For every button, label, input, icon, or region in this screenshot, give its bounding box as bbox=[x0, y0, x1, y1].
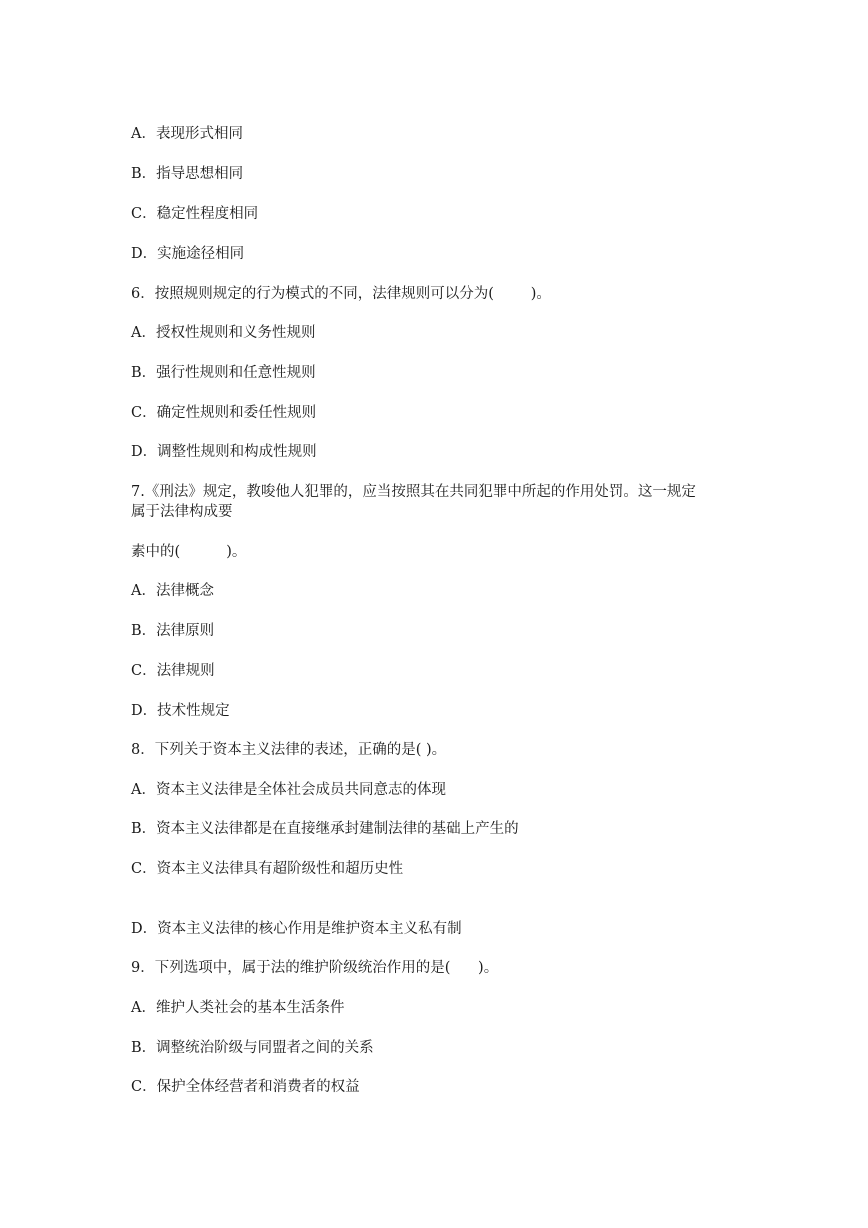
option-8b: B．资本主义法律都是在直接继承封建制法律的基础上产生的 bbox=[131, 821, 519, 837]
option-8a: A．资本主义法律是全体社会成员共同意志的体现 bbox=[131, 782, 446, 798]
option-9b: B．调整统治阶级与同盟者之间的关系 bbox=[131, 1040, 374, 1056]
question-7-line3: 素中的( )。 bbox=[131, 544, 247, 560]
option-6b: B．强行性规则和任意性规则 bbox=[131, 365, 316, 381]
option-7c: C．法律规则 bbox=[131, 663, 215, 679]
option-6a: A．授权性规则和义务性规则 bbox=[131, 325, 316, 341]
option-8c: C．资本主义法律具有超阶级性和超历史性 bbox=[131, 861, 404, 877]
option-5b: B．指导思想相同 bbox=[131, 166, 244, 182]
question-8: 8．下列关于资本主义法律的表述，正确的是( )。 bbox=[131, 742, 447, 758]
option-9a: A．维护人类社会的基本生活条件 bbox=[131, 1000, 345, 1016]
option-8d: D．资本主义法律的核心作用是维护资本主义私有制 bbox=[131, 921, 462, 937]
option-9c: C．保护全体经营者和消费者的权益 bbox=[131, 1079, 360, 1095]
option-6c: C．确定性规则和委任性规则 bbox=[131, 405, 317, 421]
question-9: 9．下列选项中，属于法的维护阶级统治作用的是( )。 bbox=[131, 960, 499, 976]
option-5d: D．实施途径相同 bbox=[131, 246, 245, 262]
option-7b: B．法律原则 bbox=[131, 623, 215, 639]
question-7-line1: 7.《刑法》规定，教唆他人犯罪的，应当按照其在共同犯罪中所起的作用处罚。这一规定 bbox=[131, 484, 696, 500]
option-7a: A．法律概念 bbox=[131, 583, 214, 599]
option-6d: D．调整性规则和构成性规则 bbox=[131, 444, 317, 460]
option-7d: D．技术性规定 bbox=[131, 703, 230, 719]
question-6: 6．按照规则规定的行为模式的不同，法律规则可以分为( )。 bbox=[131, 286, 551, 302]
option-5a: A．表现形式相同 bbox=[131, 126, 243, 142]
question-7-line2: 属于法律构成要 bbox=[131, 504, 233, 520]
option-5c: C．稳定性程度相同 bbox=[131, 206, 259, 222]
